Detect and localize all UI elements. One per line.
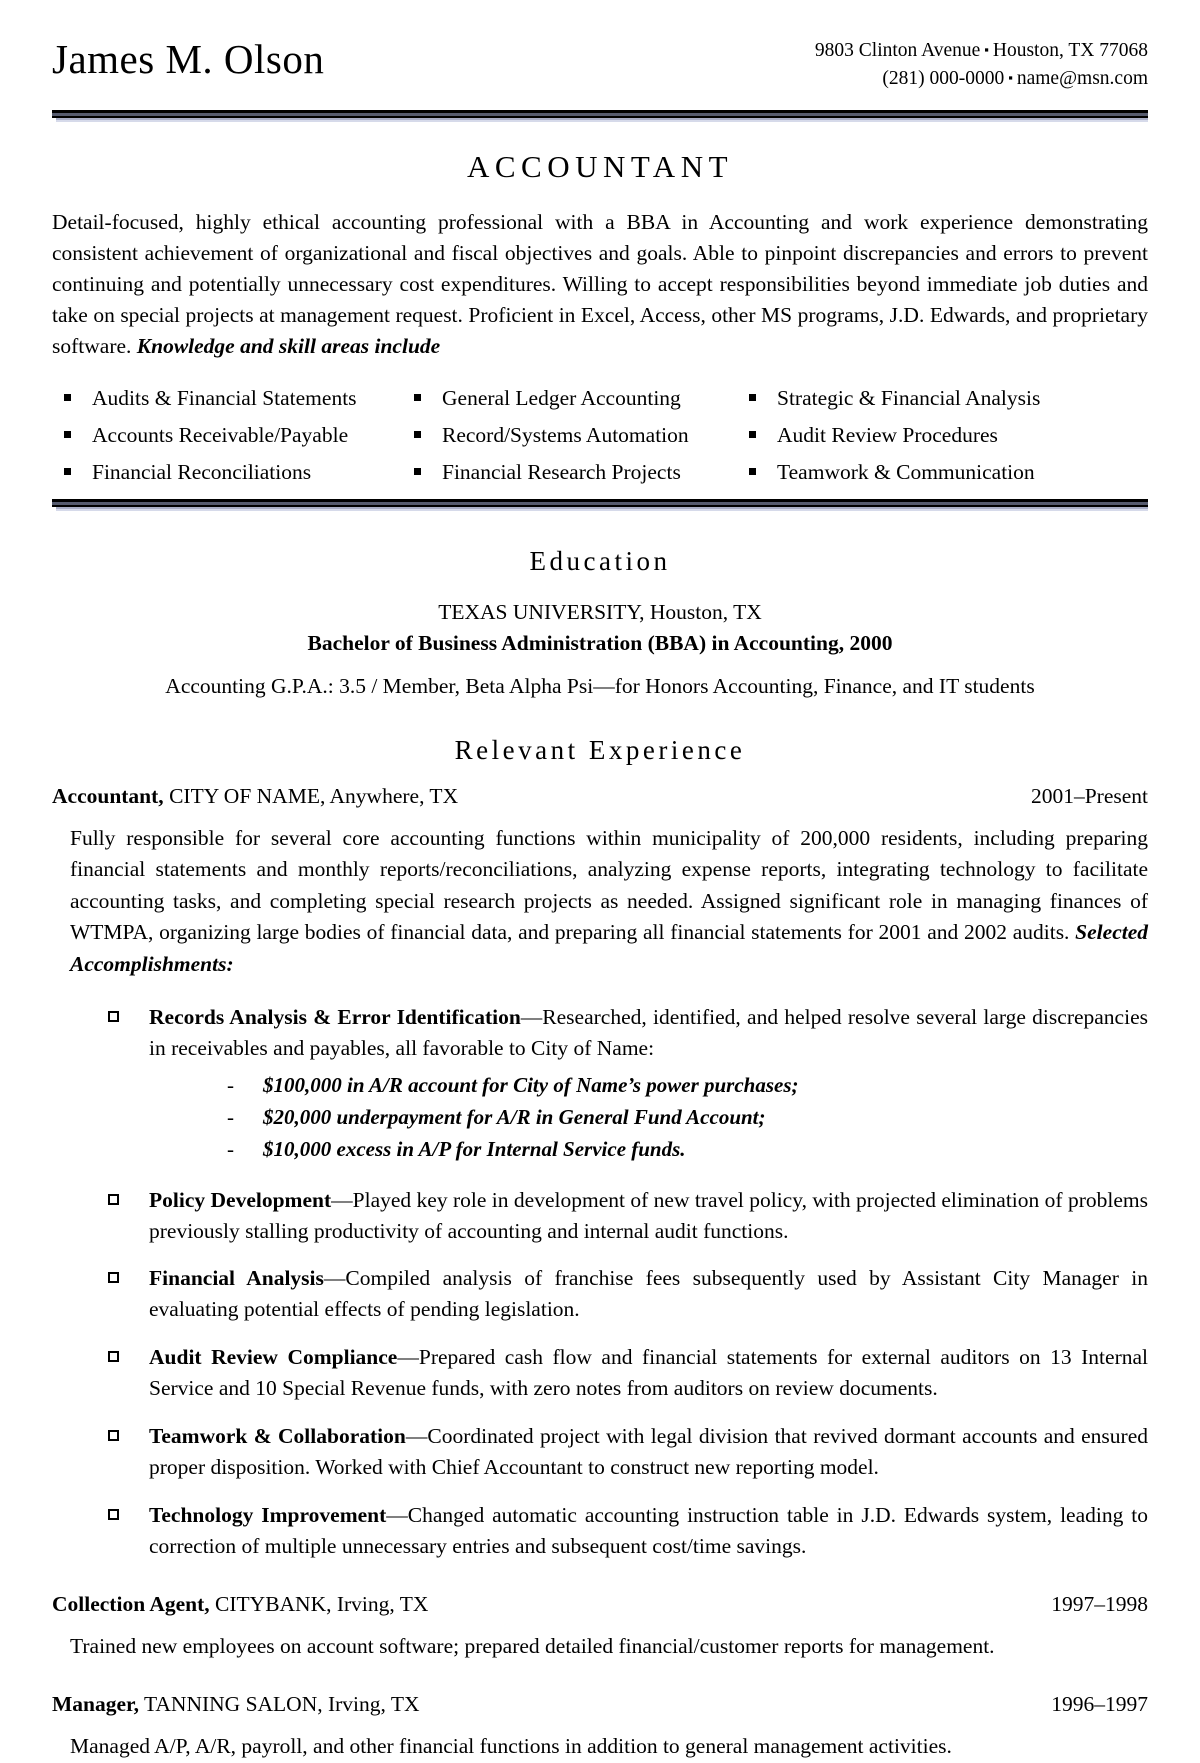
job-title-company <box>52 784 458 809</box>
street-address: 9803 Clinton Avenue <box>814 40 981 61</box>
accomplishment-item <box>108 1500 1148 1562</box>
section-heading-experience: Relevant Experience <box>454 735 746 766</box>
email-address: name@msn.com <box>1016 67 1148 89</box>
job-dates: 1997–1998 <box>1051 1592 1148 1617</box>
city-state-zip: Houston, TX 77068 <box>992 40 1148 61</box>
section-heading-education: Education <box>529 546 671 577</box>
skill-label: Financial Reconciliations <box>92 460 312 485</box>
accomplishment-body: —Played key role in development of new travel policy, with projected elimination of problems previously stalling productivity of accounting and internal audit functions. <box>149 1187 1148 1243</box>
contact-block <box>815 28 1148 92</box>
accomplishment-lead: Technology Improvement <box>149 1503 387 1528</box>
skills-grid <box>52 380 1148 491</box>
skill-label: Audit Review Procedures <box>777 423 998 448</box>
resume-header <box>52 28 1148 92</box>
square-bullet-icon <box>414 394 421 401</box>
job-role: Manager, <box>52 1692 139 1717</box>
job-title-company <box>52 1592 428 1617</box>
page-title: ACCOUNTANT <box>466 149 734 185</box>
square-bullet-icon <box>749 431 756 438</box>
square-bullet-icon <box>749 394 756 401</box>
hollow-square-bullet-icon <box>108 1430 119 1441</box>
accomplishment-body: —Changed automatic accounting instruction table in J.D. Edwards system, leading to correction of multiple unnecessary entries and subsequent cost/time savings. <box>149 1503 1149 1559</box>
hollow-square-bullet-icon <box>108 1194 119 1205</box>
skill-item <box>414 454 749 491</box>
hollow-square-bullet-icon <box>108 1011 119 1022</box>
sub-item-label: $10,000 excess in A/P for Internal Service funds. <box>263 1136 686 1161</box>
square-bullet-icon <box>414 431 421 438</box>
accomplishment-item <box>108 1185 1148 1247</box>
skill-label: Audits & Financial Statements <box>92 386 357 411</box>
skill-item <box>414 417 749 454</box>
dash-bullet-icon: - <box>227 1104 234 1129</box>
accomplishment-text <box>149 1500 1148 1562</box>
job-description-emphasis: Selected Accomplishments: <box>70 920 1148 976</box>
accomplishment-item <box>108 1002 1148 1168</box>
job-company: TANNING SALON, Irving, TX <box>139 1692 420 1717</box>
education-degree: Bachelor of Business Administration (BBA) in Accounting, 2000 <box>307 630 893 655</box>
skill-label: Accounts Receivable/Payable <box>92 423 349 448</box>
education-gpa: Accounting G.P.A.: 3.5 / Member, Beta Alpha Psi—for Honors Accounting, Finance, and IT students <box>165 674 1035 699</box>
job-dates: 1996–1997 <box>1051 1692 1148 1717</box>
summary-emphasis: Knowledge and skill areas include <box>136 334 441 359</box>
square-bullet-icon <box>64 394 71 401</box>
skill-item <box>749 454 1089 491</box>
skill-item <box>64 454 414 491</box>
professional-summary <box>52 207 1148 362</box>
skill-item <box>749 417 1089 454</box>
accomplishment-text <box>149 1421 1148 1483</box>
accomplishment-text <box>149 1263 1148 1325</box>
skills-column-3 <box>749 380 1089 491</box>
accomplishment-lead: Audit Review Compliance <box>149 1345 398 1370</box>
job-dates: 2001–Present <box>1030 784 1148 809</box>
accomplishment-text <box>149 1185 1148 1247</box>
contact-line-address <box>815 37 1148 65</box>
job-description <box>70 823 1148 980</box>
job-header <box>52 1592 1148 1617</box>
education-school: TEXAS UNIVERSITY, Houston, TX <box>438 600 762 625</box>
bullet-separator-icon: ▪ <box>984 42 989 57</box>
sub-list-item <box>227 1134 1148 1166</box>
skills-column-2 <box>414 380 749 491</box>
dash-bullet-icon: - <box>227 1136 234 1161</box>
skill-item <box>749 380 1089 417</box>
skill-label: Record/Systems Automation <box>442 423 689 448</box>
accomplishment-body: —Compiled analysis of franchise fees subsequently used by Assistant City Manager in evaluating potential effects of pending legislation. <box>149 1266 1148 1322</box>
hollow-square-bullet-icon <box>108 1351 119 1362</box>
job-role: Collection Agent, <box>52 1592 210 1617</box>
accomplishment-body: —Researched, identified, and helped resolve several large discrepancies in receivables and payables, all favorable to City of Name: <box>149 1004 1148 1060</box>
bullet-separator-icon: ▪ <box>1008 69 1013 85</box>
square-bullet-icon <box>64 468 71 475</box>
job-header <box>52 1692 1148 1717</box>
accomplishment-text <box>149 1342 1148 1404</box>
contact-line-phone-email <box>815 65 1148 93</box>
sub-list-item <box>227 1070 1148 1102</box>
sub-item-label: $20,000 underpayment for A/R in General Fund Account; <box>263 1104 766 1129</box>
skills-column-1 <box>64 380 414 491</box>
divider-shadow-lower <box>56 509 1148 511</box>
square-bullet-icon <box>749 468 756 475</box>
accomplishment-lead: Financial Analysis <box>149 1266 324 1291</box>
accomplishment-item <box>108 1342 1148 1404</box>
skill-label: Financial Research Projects <box>442 460 681 485</box>
phone-number: (281) 000-0000 <box>882 67 1005 89</box>
skill-item <box>64 417 414 454</box>
accomplishment-lead: Teamwork & Collaboration <box>149 1424 406 1449</box>
accomplishment-item <box>108 1421 1148 1483</box>
sub-list-item <box>227 1102 1148 1134</box>
job-description: Trained new employees on account software; prepared detailed financial/customer reports for management. <box>70 1634 995 1659</box>
job-company: CITYBANK, Irving, TX <box>209 1592 429 1617</box>
header-divider <box>52 110 1148 123</box>
skill-item <box>64 380 414 417</box>
dash-bullet-icon: - <box>227 1072 234 1097</box>
skill-label: Strategic & Financial Analysis <box>777 386 1041 411</box>
skill-label: General Ledger Accounting <box>442 386 681 411</box>
hollow-square-bullet-icon <box>108 1509 119 1520</box>
accomplishment-text <box>149 1002 1148 1168</box>
hollow-square-bullet-icon <box>108 1272 119 1283</box>
accomplishment-body: —Prepared cash flow and financial statements for external auditors on 13 Internal Service and 10 Special Revenue funds, with zero notes from auditors on review documents. <box>149 1345 1148 1401</box>
skills-divider <box>52 499 1148 512</box>
square-bullet-icon <box>64 431 71 438</box>
candidate-name: James M. Olson <box>52 36 325 82</box>
job-role: Accountant, <box>52 784 164 809</box>
summary-body: Detail-focused, highly ethical accounting professional with a BBA in Accounting and work experience demonstrating consistent achievement of organizational and fiscal objectives and goals. Able to pinpoint discrepancies and errors to prevent continuing and potentially unnecessary cost expenditures. Willing to accept responsibilities beyond immediate job duties and take on special projects at management request. Proficient in Excel, Access, other MS programs, J.D. Edwards, and proprietary software. <box>52 210 1148 359</box>
skill-item <box>414 380 749 417</box>
sub-item-label: $100,000 in A/R account for City of Name’s power purchases; <box>263 1072 799 1097</box>
divider-shadow-lower <box>56 120 1148 122</box>
job-header <box>52 784 1148 809</box>
accomplishment-lead: Policy Development <box>149 1187 332 1212</box>
job-company: CITY OF NAME, Anywhere, TX <box>163 784 459 809</box>
accomplishments-list <box>52 1002 1148 1562</box>
job-description-body: Fully responsible for several core accounting functions within municipality of 200,000 residents, including preparing financial statements and monthly reports/reconciliations, analyzing expense reports, integrating technology to facilitate accounting tasks, and completing special research projects as needed. Assigned significant role in managing finances of WTMPA, organizing large bodies of financial data, and preparing all financial statements for 2001 and 2002 audits. <box>70 826 1148 945</box>
square-bullet-icon <box>414 468 421 475</box>
job-description: Managed A/P, A/R, payroll, and other financial functions in addition to general management activities. <box>70 1734 952 1759</box>
accomplishment-lead: Records Analysis & Error Identification <box>149 1004 521 1029</box>
skill-label: Teamwork & Communication <box>777 460 1035 485</box>
accomplishment-item <box>108 1263 1148 1325</box>
job-title-company <box>52 1692 420 1717</box>
accomplishment-body: —Coordinated project with legal division that revived dormant accounts and ensured proper disposition. Worked with Chief Accountant to construct new reporting model. <box>149 1424 1148 1480</box>
accomplishment-sublist <box>149 1070 1148 1166</box>
